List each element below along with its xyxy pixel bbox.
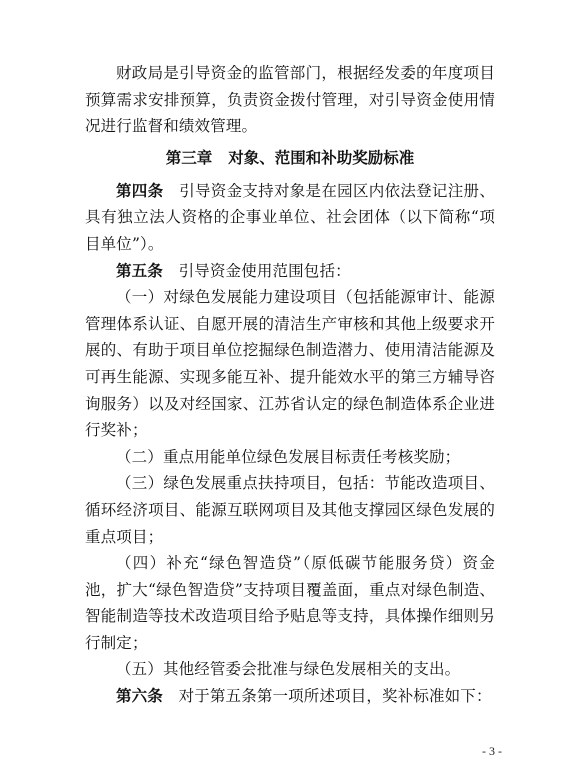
article-5-item-1: （一）对绿色发展能力建设项目（包括能源审计、能源管理体系认证、自愿开展的清洁生产审核和其他上级要求开展的、有助于项目单位挖掘绿色制造潜力、使用清洁能源及可再生能源、实现多能互补、提升能效水平的第三方辅导咨询服务）以及对经国家、江苏省认定的绿色制造体系企业进行奖补； (85, 288, 495, 440)
chapter-title: 对象、范围和补助奖励标准 (228, 148, 415, 167)
chapter-heading (85, 144, 495, 172)
page-body (85, 60, 495, 710)
page-number: - 3 - (482, 744, 502, 758)
article-6 (85, 683, 495, 710)
article-4 (85, 178, 495, 258)
article-5-item-4: （四）补充“绿色智造贷”（原低碳节能服务贷）资金池，扩大“绿色智造贷”支持项目覆盖面，重点对绿色制造、智能制造等技术改造项目给予贴息等支持，具体操作细则另行制定； (85, 554, 495, 652)
article-6-label: 第六条 (116, 687, 163, 706)
article-5-item-3: （三）绿色发展重点扶持项目，包括：节能改造项目、循环经济项目、能源互联网项目及其他支撑园区绿色发展的重点项目； (85, 474, 495, 546)
paragraph-finance-bureau: 财政局是引导资金的监管部门，根据经发委的年度项目预算需求安排预算，负责资金拨付管理，对引导资金使用情况进行监督和绩效管理。 (85, 64, 495, 136)
article-6-text: 对于第五条第一项所述项目，奖补标准如下： (178, 687, 492, 706)
article-4-label: 第四条 (116, 181, 164, 200)
article-5-item-5: （五）其他经管委会批准与绿色发展相关的支出。 (116, 660, 461, 679)
article-5-item-2: （二）重点用能单位绿色发展目标责任考核奖励； (116, 447, 461, 466)
article-5-label: 第五条 (116, 261, 163, 280)
article-5 (85, 258, 495, 285)
article-5-text: 引导资金使用范围包括： (178, 261, 351, 280)
chapter-number: 第三章 (165, 148, 213, 167)
article-4-text: 引导资金支持对象是在园区内依法登记注册、具有独立法人资格的企事业单位、社会团体（以下简称“项目单位”）。 (85, 181, 495, 253)
